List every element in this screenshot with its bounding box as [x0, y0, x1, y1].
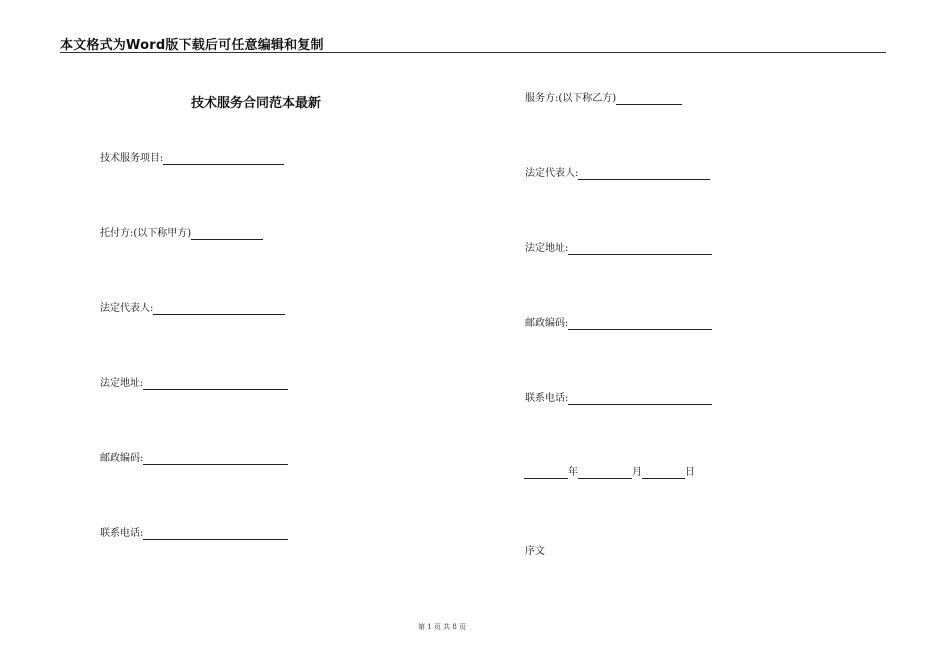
day-blank[interactable]	[642, 467, 685, 479]
field-label: 法定代表人:	[525, 168, 579, 179]
field-legal-rep-a	[100, 303, 285, 315]
field-party-a	[100, 228, 263, 240]
field-label: 邮政编码:	[525, 318, 569, 329]
field-blank-line[interactable]	[153, 303, 285, 315]
field-blank-line[interactable]	[163, 153, 284, 165]
field-label: 法定代表人:	[100, 303, 154, 314]
month-label: 月	[632, 467, 642, 478]
field-label: 联系电话:	[100, 528, 144, 539]
field-postal-code-b	[525, 318, 712, 330]
header-text: 本文格式为Word版下载后可任意编辑和复制	[60, 38, 324, 53]
field-legal-address-b	[525, 243, 712, 255]
field-label: 服务方:(以下称乙方)	[525, 93, 617, 104]
field-label: 法定地址:	[525, 243, 569, 254]
year-blank[interactable]	[524, 467, 568, 479]
field-phone-a	[100, 528, 288, 540]
field-phone-b	[525, 393, 712, 405]
field-blank-line[interactable]	[578, 168, 710, 180]
month-blank[interactable]	[578, 467, 632, 479]
field-service-project	[100, 153, 284, 165]
page-header	[60, 34, 886, 53]
day-label: 日	[685, 467, 695, 478]
year-label: 年	[568, 467, 578, 478]
field-label: 法定地址:	[100, 378, 144, 389]
field-postal-code-a	[100, 453, 288, 465]
page-footer: 第 1 页 共 8 页	[417, 623, 467, 631]
field-legal-address-a	[100, 378, 288, 390]
field-label: 技术服务项目:	[100, 153, 164, 164]
field-label: 联系电话:	[525, 393, 569, 404]
field-blank-line[interactable]	[568, 318, 712, 330]
field-blank-line[interactable]	[568, 243, 712, 255]
field-label: 邮政编码:	[100, 453, 144, 464]
field-party-b	[525, 93, 682, 105]
field-blank-line[interactable]	[616, 93, 682, 105]
preface-heading: 序文	[525, 546, 545, 557]
field-blank-line[interactable]	[191, 228, 263, 240]
field-blank-line[interactable]	[143, 528, 288, 540]
date-row	[524, 467, 695, 479]
field-blank-line[interactable]	[143, 378, 288, 390]
field-blank-line[interactable]	[143, 453, 288, 465]
document-title: 技术服务合同范本最新	[191, 96, 322, 111]
field-legal-rep-b	[525, 168, 710, 180]
field-label: 托付方:(以下称甲方)	[100, 228, 192, 239]
field-blank-line[interactable]	[568, 393, 712, 405]
